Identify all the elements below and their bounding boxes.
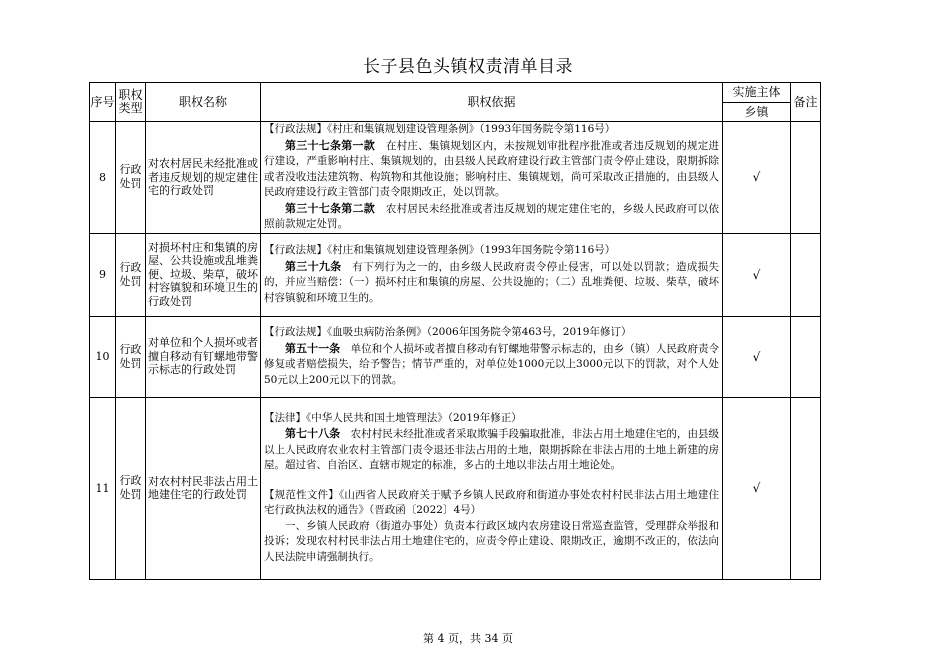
basis-paragraph (264, 122, 719, 138)
township-checkmark: √ (723, 397, 791, 579)
remark-cell (791, 122, 821, 234)
basis-text: 单位和个人损坏或者擅自移动有钉螺地带警示标志的，由乡（镇）人民政府责令修复或者赔偿损失，给予警告；情节严重的，对单位处1000元以上3000元以下的罚款，对个人处50元以上200元以下的罚款。 (264, 342, 719, 386)
table-body (90, 122, 821, 580)
township-checkmark: √ (723, 316, 791, 397)
power-basis (261, 233, 723, 316)
table-row (90, 316, 821, 397)
remark-cell (791, 233, 821, 316)
table-row (90, 122, 821, 234)
power-name: 对单位和个人损坏或者擅自移动有钉螺地带警示标志的行政处罚 (146, 316, 261, 397)
article-number: 第三十七条第一款 (285, 138, 376, 152)
basis-paragraph (264, 411, 719, 427)
basis-paragraph (264, 426, 719, 474)
article-number: 第三十七条第二款 (285, 201, 376, 215)
header-basis: 职权依据 (261, 83, 723, 122)
table-row (90, 397, 821, 579)
page-footer: 第 4 页，共 34 页 (423, 632, 513, 645)
header-no: 序号 (90, 83, 116, 122)
basis-paragraph (264, 341, 719, 389)
power-name: 对农村村民非法占用土地建住宅的行政处罚 (146, 397, 261, 579)
article-number: 第五十一条 (285, 341, 341, 355)
header-remark: 备注 (791, 83, 821, 122)
row-number: 11 (90, 397, 116, 579)
basis-text: 农村居民未经批准或者违反规划的规定建住宅的，乡级人民政府可以依照前款规定处罚。 (264, 202, 720, 230)
table-row (90, 233, 821, 316)
power-type: 行政处罚 (116, 122, 146, 234)
basis-paragraph (264, 325, 719, 341)
basis-text: 有下列行为之一的，由乡级人民政府责令停止侵害，可以处以罚款；造成损失的，并应当赔偿：（一）损坏村庄和集镇的房屋、公共设施的；（二）乱堆粪便、垃圾、柴草，破坏村容镇貌和环境卫生的。 (264, 260, 720, 304)
basis-text: 农村村民未经批准或者采取欺骗手段骗取批准，非法占用土地建住宅的，由县级以上人民政府农业农村主管部门责令退还非法占用的土地，限期拆除在非法占用的土地上新建的房屋。超过省、自治区、直辖市规定的标准，多占的土地以非法占用土地论处。 (264, 428, 719, 472)
power-name: 对农村居民未经批准或者违反规划的规定建住宅的行政处罚 (146, 122, 261, 234)
basis-paragraph (264, 488, 719, 519)
remark-cell (791, 316, 821, 397)
township-checkmark: √ (723, 122, 791, 234)
basis-paragraph (264, 243, 719, 259)
paragraph-gap (264, 474, 719, 488)
remark-cell (791, 397, 821, 579)
power-basis (261, 122, 723, 234)
row-number: 9 (90, 233, 116, 316)
basis-paragraph (264, 201, 719, 233)
responsibility-table (89, 82, 821, 580)
basis-paragraph (264, 259, 719, 307)
basis-text: 【行政法规】《血吸虫病防治条例》（2006年国务院令第463号，2019年修订） (264, 326, 632, 338)
basis-text: 一、乡镇人民政府（街道办事处）负责本行政区域内农房建设日常巡查监管，受理群众举报和投诉；发现农村村民非法占用土地建住宅的，应责令停止建设、限期改正，逾期不改正的，依法向人民法院申请强制执行。 (264, 519, 719, 563)
basis-paragraph (264, 519, 719, 566)
header-type: 职权类型 (116, 83, 146, 122)
header-subject-township: 乡镇 (723, 103, 791, 122)
township-checkmark: √ (723, 233, 791, 316)
basis-paragraph (264, 138, 719, 201)
power-name: 对损坏村庄和集镇的房屋、公共设施或乱堆粪便、垃圾、柴草，破坏村容镇貌和环境卫生的行政处罚 (146, 233, 261, 316)
power-type: 行政处罚 (116, 233, 146, 316)
power-type: 行政处罚 (116, 397, 146, 579)
article-number: 第三十九条 (285, 259, 342, 273)
header-subject: 实施主体 (723, 83, 791, 103)
basis-text: 【行政法规】《村庄和集镇规划建设管理条例》（1993年国务院令第116号） (264, 123, 616, 135)
basis-text: 【法律】《中华人民共和国土地管理法》（2019年修正） (264, 411, 522, 424)
basis-text: 【行政法规】《村庄和集镇规划建设管理条例》（1993年国务院令第116号） (264, 244, 616, 256)
power-type: 行政处罚 (116, 316, 146, 397)
header-name: 职权名称 (146, 83, 261, 122)
basis-text: 在村庄、集镇规划区内，未按规划审批程序批准或者违反规划的规定进行建设，严重影响村庄、集镇规划的，由县级人民政府建设行政主管部门责令停止建设，限期拆除或者没收违法建筑物、构筑物和其他设施；影响村庄、集镇规划，尚可采取改正措施的，由县级人民政府建设行政主管部门责令限期改正，处以罚款。 (264, 139, 720, 198)
page-title: 长子县色头镇权责清单目录 (363, 57, 573, 77)
article-number: 第七十八条 (285, 427, 341, 441)
power-basis (261, 316, 723, 397)
power-basis (261, 397, 723, 579)
row-number: 8 (90, 122, 116, 234)
row-number: 10 (90, 316, 116, 397)
basis-text: 【规范性文件】《山西省人民政府关于赋予乡镇人民政府和街道办事处农村村民非法占用土地建住宅行政执法权的通告》（晋政函〔2022〕4号） (264, 488, 719, 517)
